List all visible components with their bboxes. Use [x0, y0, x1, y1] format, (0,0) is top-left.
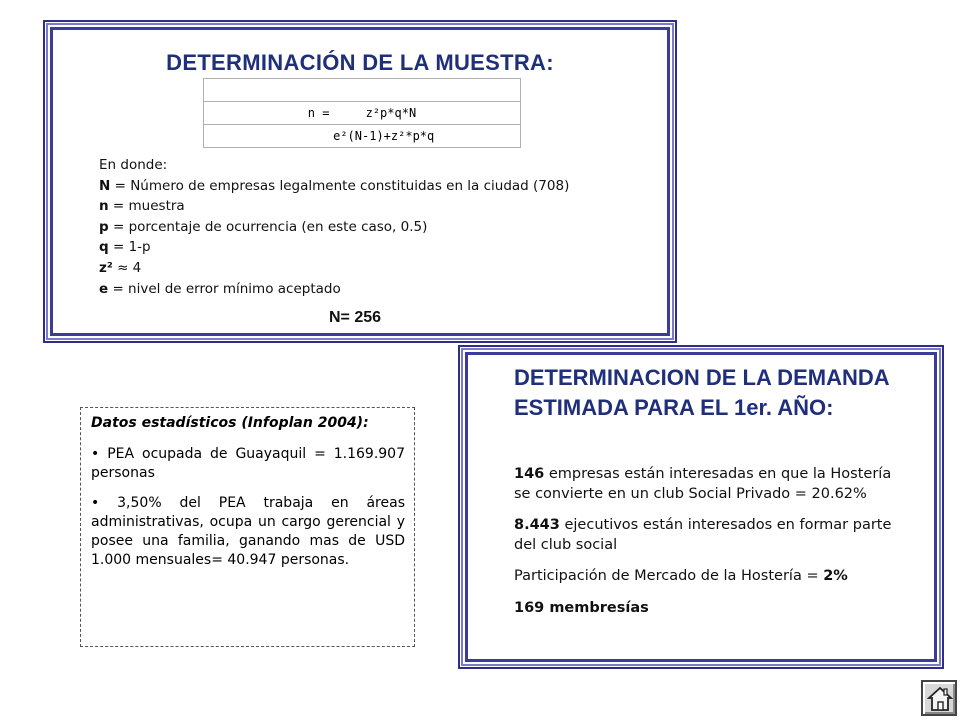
sample-title: DETERMINACIÓN DE LA MUESTRA: — [166, 50, 554, 75]
formula-numerator: z²p*q*N — [365, 106, 417, 120]
demand-companies: 146 empresas están interesadas en que la Hostería se convierte en un club Social Privado = 20.62% — [514, 466, 892, 502]
memberships: 169 membresías — [514, 599, 649, 616]
statistics-box — [80, 407, 415, 647]
definition-item: z² ≈ 4 — [99, 259, 142, 276]
demand-title: DETERMINACION DE LA DEMANDA ESTIMADA PARA EL 1er. AÑO: — [514, 365, 889, 420]
home-button[interactable] — [921, 680, 957, 716]
sample-determination-panel — [50, 27, 670, 336]
formula-blank-row — [204, 79, 521, 102]
sample-result: N= 256 — [329, 309, 382, 326]
statistics-bullet: • 3,50% del PEA trabaja en áreas administrativas, ocupa un cargo gerencial y posee una familia, ganando mas de USD 1.000 mensuales= 40.947 personas. — [91, 495, 405, 568]
formula-denominator-row — [204, 125, 521, 148]
demand-estimation-panel — [465, 352, 937, 662]
statistics-bullet: • PEA ocupada de Guayaquil = 1.169.907 personas — [91, 446, 405, 481]
home-icon — [927, 685, 953, 713]
definition-item: p = porcentaje de ocurrencia (en este caso, 0.5) — [99, 218, 428, 235]
definition-item: En donde: — [99, 157, 168, 173]
formula-numerator-row — [204, 102, 521, 125]
demand-executives: 8.443 ejecutivos están interesados en formar parte del club social — [514, 517, 892, 553]
market-share: Participación de Mercado de la Hostería = 2% — [514, 568, 848, 584]
definition-item: e = nivel de error mínimo aceptado — [99, 280, 341, 297]
formula-lhs: n = — [307, 106, 330, 120]
definition-item: q = 1-p — [99, 239, 151, 256]
demand-body — [514, 465, 909, 630]
formula-denominator: e²(N-1)+z²*p*q — [333, 129, 435, 143]
sample-formula — [203, 78, 521, 148]
statistics-title: Datos estadísticos (Infoplan 2004): — [91, 415, 369, 431]
definition-item: n = muestra — [99, 198, 185, 215]
definitions-list — [99, 155, 569, 299]
definition-item: N = Número de empresas legalmente constituidas en la ciudad (708) — [99, 177, 570, 194]
